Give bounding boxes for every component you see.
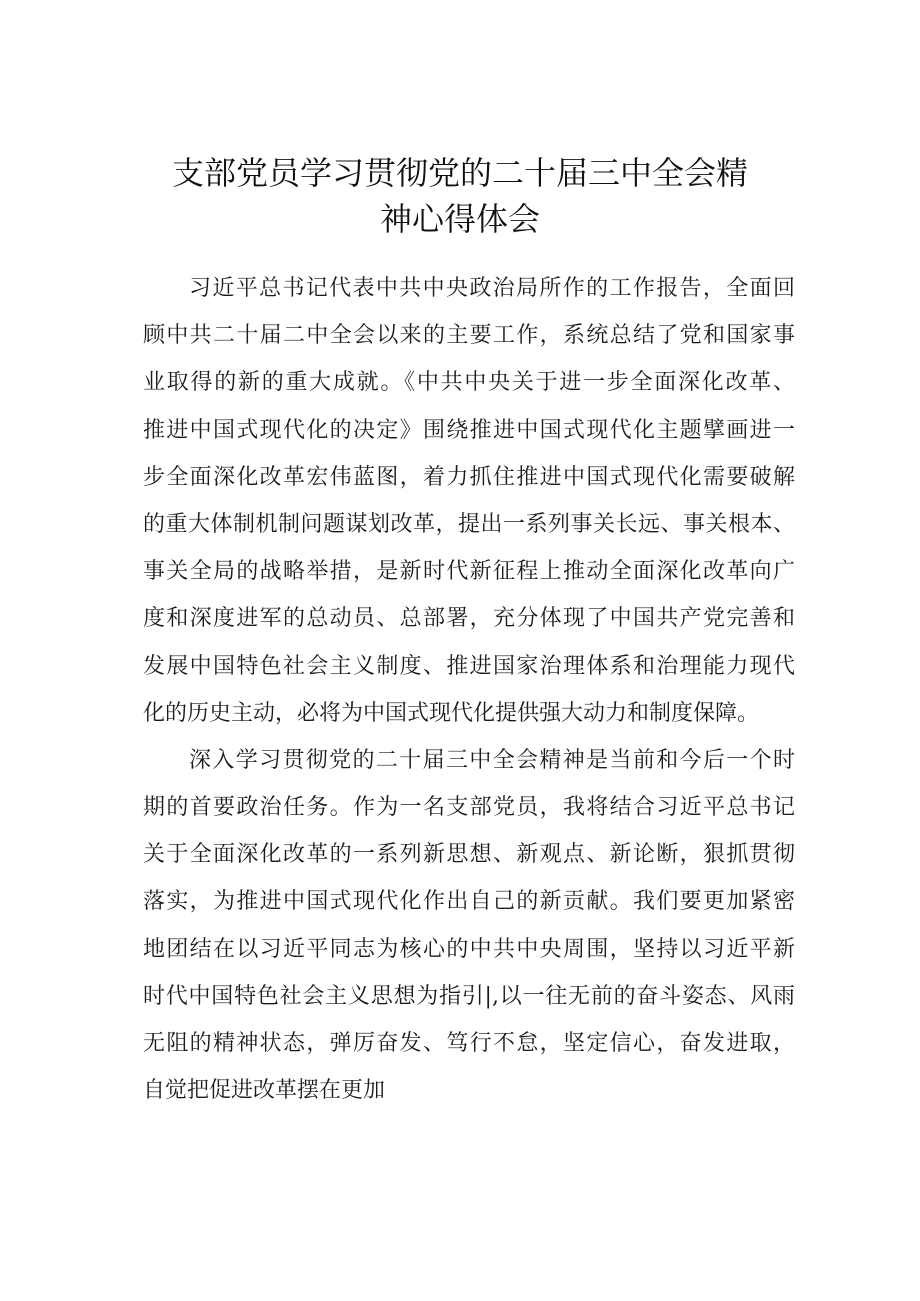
text-line: 顾中共二十届二中全会以来的主要工作，系统总结了党和国家事: [143, 323, 795, 349]
document-title: [120, 150, 800, 242]
text-line: 自觉把促进改革摆在更加: [143, 1078, 386, 1104]
text-line: 化的历史主动，必将为中国式现代化提供强大动力和制度保障。: [143, 700, 760, 726]
text-line: 深入学习贯彻党的二十届三中全会精神是当前和今后一个时: [189, 747, 795, 773]
text-line: 关于全面深化改革的一系列新思想、新观点、新论断，狠抓贯彻: [143, 842, 795, 868]
text-line: 落实，为推进中国式现代化作出自己的新贡献。我们要更加紧密: [143, 889, 795, 915]
text-line: 发展中国特色社会主义制度、推进国家治理体系和治理能力现代: [143, 653, 795, 679]
title-line: 神心得体会: [379, 200, 540, 238]
text-line: 推进中国式现代化的决定》围绕推进中国式现代化主题擘画进一: [143, 417, 795, 443]
text-line: 地团结在以习近平同志为核心的中共中央周围，坚持以习近平新: [143, 936, 795, 962]
text-line: 期的首要政治任务。作为一名支部党员，我将结合习近平总书记: [143, 795, 795, 821]
text-line: 业取得的新的重大成就。《中共中央关于进一步全面深化改革、: [143, 370, 795, 396]
text-line: 习近平总书记代表中共中央政治局所作的工作报告，全面回: [189, 276, 795, 301]
document-body: [143, 265, 795, 1114]
text-line: 步全面深化改革宏伟蓝图，着力抓住推进中国式现代化需要破解: [143, 464, 795, 490]
text-line: 的重大体制机制问题谋划改革，提出一系列事关长远、事关根本、: [143, 511, 795, 537]
text-line: 无阻的精神状态，弹厉奋发、笃行不怠，坚定信心，奋发进取，: [143, 1031, 795, 1056]
paragraph-2: [143, 737, 795, 1115]
paragraph-1: [143, 265, 795, 737]
text-line: 度和深度进军的总动员、总部署，充分体现了中国共产党完善和: [143, 606, 795, 632]
text-line: 时代中国特色社会主义思想为指引|,以一往无前的奋斗姿态、风雨: [143, 983, 795, 1009]
title-line: 支部党员学习贯彻党的二十届三中全会精: [171, 154, 748, 192]
text-line: 事关全局的战略举措，是新时代新征程上推动全面深化改革向广: [143, 559, 795, 585]
